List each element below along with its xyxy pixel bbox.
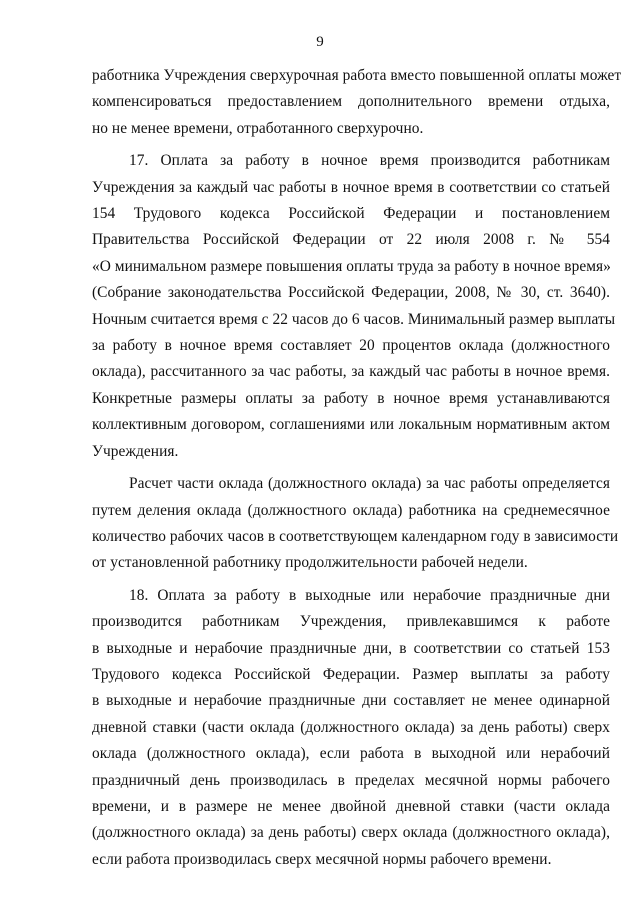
text-line: «О минимальном размере повышения оплаты труда за работу в ночное время» [92, 257, 611, 275]
text-line: работника Учреждения сверхурочная работа вместо повышенной оплаты может [92, 67, 622, 84]
text-line: Расчет части оклада (должностного оклада) за час работы определяется [129, 475, 610, 493]
text-line: но не менее времени, отработанного сверхурочно. [92, 119, 424, 137]
text-line: коллективным договором, соглашениями или локальным нормативным актом [92, 416, 610, 434]
paragraph-18-weekend-work [92, 583, 610, 873]
text-line: в выходные и нерабочие праздничные дни, в соответствии со статьей 153 [92, 639, 610, 657]
text-line: Учреждения за каждый час работы в ночное время в соответствии со статьей [92, 178, 610, 196]
text-line: Трудового кодекса Российской Федерации. Размер выплаты за работу [92, 665, 610, 683]
text-line: (Собрание законодательства Российской Федерации, 2008, № 30, ст. 3640). [92, 284, 610, 302]
document-body [92, 63, 622, 873]
paragraph-hourly-rate-calculation [92, 471, 619, 577]
text-line: Учреждения. [92, 442, 179, 460]
text-line: 18. Оплата за работу в выходные или нерабочие праздничные дни [129, 586, 610, 604]
text-line: 154 Трудового кодекса Российской Федерации и постановлением [92, 205, 610, 223]
text-line: Конкретные размеры оплаты за работу в ночное время устанавливаются [92, 389, 610, 407]
paragraph-17-night-work [92, 148, 616, 465]
text-line: 17. Оплата за работу в ночное время производится работникам [129, 152, 610, 170]
page-number: 9 [316, 34, 324, 50]
text-line: (должностного оклада) за день работы) сверх оклада (должностного оклада), [92, 824, 610, 842]
text-line: Ночным считается время с 22 часов до 6 часов. Минимальный размер выплаты [92, 310, 616, 328]
text-line: оклада (должностного оклада), если работа в выходной или нерабочий [92, 745, 610, 763]
text-line: количество рабочих часов в соответствующем календарном году в зависимости [92, 527, 619, 545]
text-line: Правительства Российской Федерации от 22 июля 2008 г. № 554 [92, 231, 610, 249]
text-line: путем деления оклада (должностного оклада) работника на среднемесячное [92, 501, 610, 519]
text-line: компенсироваться предоставлением дополнительного времени отдыха, [92, 93, 610, 111]
text-line: если работа производилась сверх месячной нормы рабочего времени. [92, 850, 552, 868]
text-line: от установленной работнику продолжительности рабочей недели. [92, 554, 528, 572]
text-line: времени, и в размере не менее двойной дневной ставки (части оклада [92, 797, 610, 815]
paragraph-overtime-continuation [92, 63, 622, 142]
text-line: производится работникам Учреждения, привлекавшимся к работе [92, 613, 610, 631]
text-line: за работу в ночное время составляет 20 процентов оклада (должностного [92, 337, 610, 355]
text-line: в выходные и нерабочие праздничные дни составляет не менее одинарной [92, 692, 610, 710]
text-line: праздничный день производилась в пределах месячной нормы рабочего [92, 771, 610, 789]
text-line: дневной ставки (части оклада (должностного оклада) за день работы) сверх [92, 718, 610, 736]
text-line: оклада), рассчитанного за час работы, за каждый час работы в ночное время. [92, 363, 610, 381]
